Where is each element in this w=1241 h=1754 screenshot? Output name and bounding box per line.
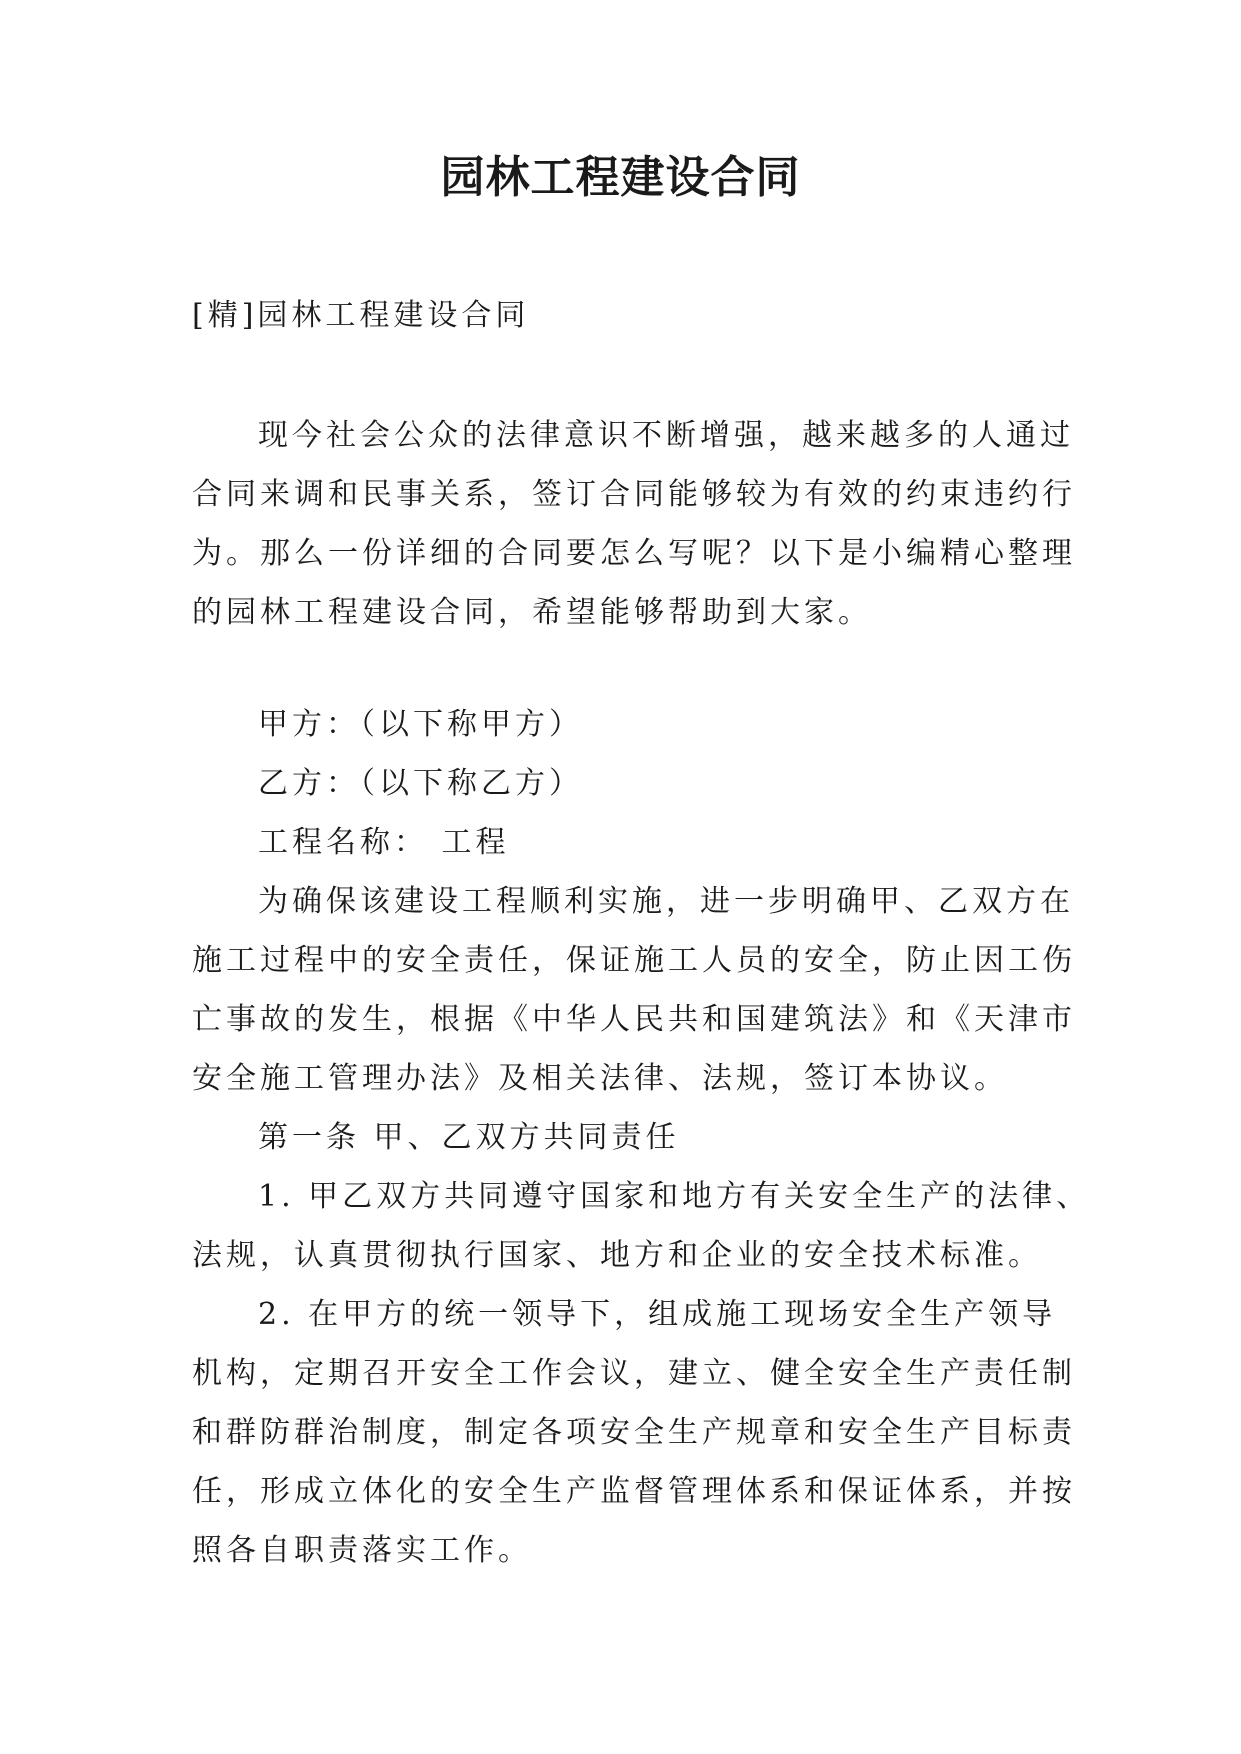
- clause-line: 机构，定期召开安全工作会议，建立、健全安全生产责任制: [192, 1356, 1076, 1391]
- contract-body: [192, 695, 1091, 1580]
- body-line: 施工过程中的安全责任，保证施工人员的安全，防止因工伤: [192, 943, 1076, 978]
- document-title: 园林工程建设合同: [440, 152, 801, 203]
- body-line: 安全施工管理办法》及相关法律、法规，签订本协议。: [192, 1061, 1008, 1096]
- document-subtitle: [精]园林工程建设合同: [192, 298, 530, 333]
- project-name-line: 工程名称： 工程: [258, 825, 510, 860]
- body-line: 亡事故的发生，根据《中华人民共和国建筑法》和《天津市: [192, 1002, 1076, 1037]
- intro-paragraph: [192, 406, 1076, 642]
- intro-line: 为。那么一份详细的合同要怎么写呢？以下是小编精心整理: [192, 536, 1076, 571]
- body-line: 为确保该建设工程顺利实施，进一步明确甲、乙双方在: [258, 884, 1074, 919]
- clause-line: 任，形成立体化的安全生产监督管理体系和保证体系，并按: [192, 1474, 1076, 1509]
- intro-line: 现今社会公众的法律意识不断增强，越来越多的人通过: [258, 418, 1074, 453]
- intro-line: 合同来调和民事关系，签订合同能够较为有效的约束违约行: [192, 477, 1076, 512]
- intro-line: 的园林工程建设合同，希望能够帮助到大家。: [192, 595, 872, 630]
- clause-line: 照各自职责落实工作。: [192, 1533, 532, 1568]
- clause-line: 和群防群治制度，制定各项安全生产规章和安全生产目标责: [192, 1415, 1076, 1450]
- party-a-line: 甲方：（以下称甲方）: [258, 707, 583, 742]
- article-heading: 第一条 甲、乙双方共同责任: [258, 1120, 680, 1155]
- clause-line: 法规，认真贯彻执行国家、地方和企业的安全技术标准。: [192, 1238, 1042, 1273]
- party-b-line: 乙方：（以下称乙方）: [258, 766, 583, 801]
- clause-line: 1. 甲乙双方共同遵守国家和地方有关安全生产的法律、: [258, 1179, 1091, 1214]
- clause-line: 2. 在甲方的统一领导下，组成施工现场安全生产领导: [258, 1297, 1057, 1332]
